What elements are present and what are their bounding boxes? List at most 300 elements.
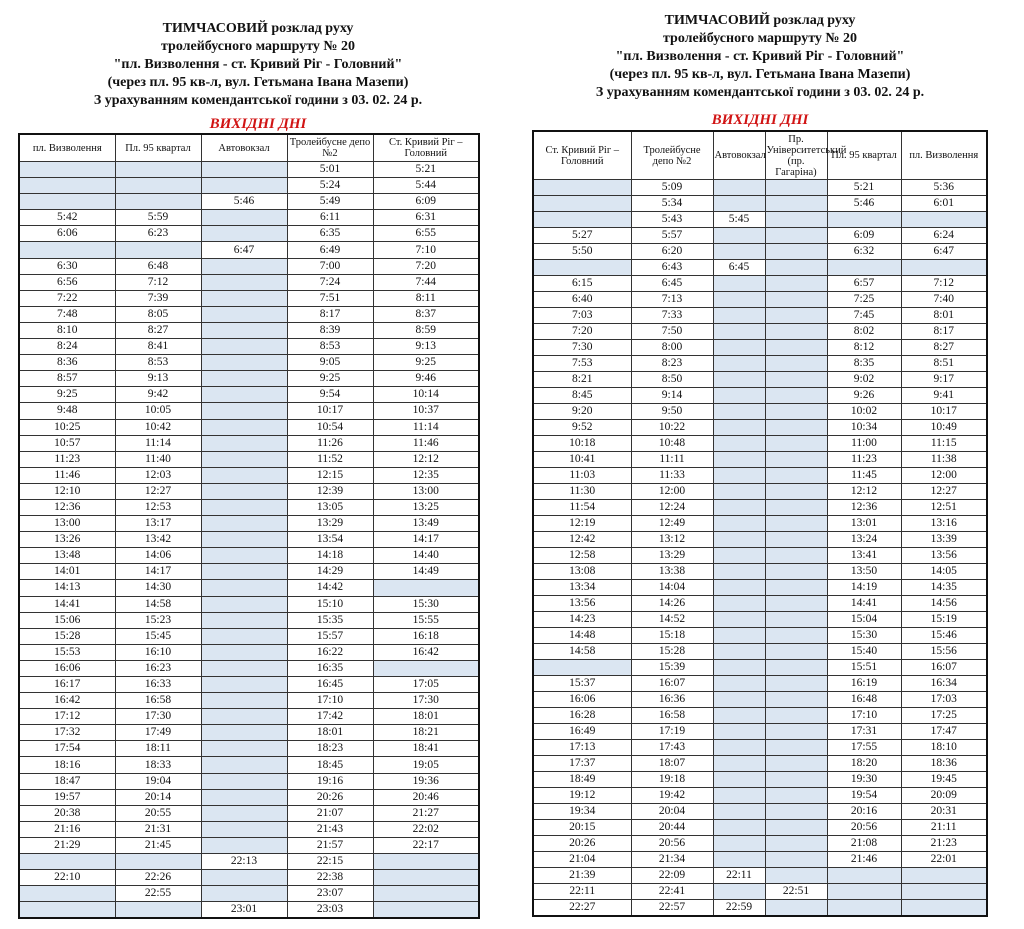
time-cell: 6:32 xyxy=(827,244,901,260)
table-row xyxy=(19,387,479,403)
time-cell: 10:57 xyxy=(19,435,115,451)
time-cell xyxy=(713,548,765,564)
time-cell xyxy=(765,708,827,724)
time-cell xyxy=(713,884,765,900)
time-cell: 9:25 xyxy=(373,355,479,371)
time-cell: 16:07 xyxy=(631,676,713,692)
time-cell xyxy=(201,451,287,467)
time-cell xyxy=(713,580,765,596)
time-cell: 9:52 xyxy=(533,420,631,436)
time-cell xyxy=(201,628,287,644)
time-cell xyxy=(713,244,765,260)
column-header: Пл. 95 квартал xyxy=(827,131,901,180)
time-cell: 17:31 xyxy=(827,724,901,740)
time-cell xyxy=(765,724,827,740)
time-cell xyxy=(713,532,765,548)
time-cell: 8:17 xyxy=(287,306,373,322)
table-row xyxy=(533,804,987,820)
time-cell xyxy=(201,226,287,242)
time-cell: 20:44 xyxy=(631,820,713,836)
time-cell xyxy=(201,709,287,725)
time-cell xyxy=(901,868,987,884)
time-cell: 10:22 xyxy=(631,420,713,436)
time-cell: 22:17 xyxy=(373,837,479,853)
time-cell: 10:49 xyxy=(901,420,987,436)
time-cell: 11:33 xyxy=(631,468,713,484)
table-row xyxy=(19,355,479,371)
time-cell: 10:37 xyxy=(373,403,479,419)
column-header: пл. Визволення xyxy=(901,131,987,180)
time-cell: 15:18 xyxy=(631,628,713,644)
time-cell: 16:42 xyxy=(373,644,479,660)
time-cell xyxy=(713,340,765,356)
time-cell xyxy=(201,886,287,902)
table-row xyxy=(533,756,987,772)
time-cell xyxy=(827,260,901,276)
header-line-3: "пл. Визволення - ст. Кривий Ріг - Головний" xyxy=(615,49,905,64)
time-cell xyxy=(533,180,631,196)
time-cell xyxy=(713,804,765,820)
time-cell xyxy=(201,677,287,693)
time-cell: 21:57 xyxy=(287,837,373,853)
time-cell: 14:13 xyxy=(19,580,115,596)
time-cell: 15:56 xyxy=(901,644,987,660)
time-cell xyxy=(713,772,765,788)
time-cell: 17:42 xyxy=(287,709,373,725)
time-cell: 12:12 xyxy=(373,451,479,467)
time-cell xyxy=(765,212,827,228)
time-cell: 15:30 xyxy=(373,596,479,612)
time-cell: 13:29 xyxy=(631,548,713,564)
time-cell: 18:01 xyxy=(373,709,479,725)
table-row xyxy=(19,178,479,194)
time-cell xyxy=(765,452,827,468)
table-row xyxy=(19,322,479,338)
time-cell xyxy=(201,339,287,355)
time-cell: 16:45 xyxy=(287,677,373,693)
time-cell: 20:26 xyxy=(287,789,373,805)
table-row xyxy=(533,884,987,900)
time-cell xyxy=(713,404,765,420)
table-row xyxy=(533,532,987,548)
time-cell xyxy=(19,886,115,902)
time-cell: 20:26 xyxy=(533,836,631,852)
time-cell xyxy=(765,308,827,324)
time-cell: 16:36 xyxy=(631,692,713,708)
table-row xyxy=(533,324,987,340)
time-cell: 12:10 xyxy=(19,483,115,499)
time-cell: 13:48 xyxy=(19,548,115,564)
time-cell: 18:07 xyxy=(631,756,713,772)
time-cell xyxy=(713,692,765,708)
timetable xyxy=(532,130,988,917)
time-cell xyxy=(713,356,765,372)
time-cell xyxy=(765,852,827,868)
time-cell: 10:17 xyxy=(901,404,987,420)
time-cell xyxy=(533,260,631,276)
time-cell xyxy=(373,870,479,886)
time-cell xyxy=(533,196,631,212)
time-cell: 5:42 xyxy=(19,210,115,226)
time-cell: 21:46 xyxy=(827,852,901,868)
time-cell: 14:26 xyxy=(631,596,713,612)
table-row xyxy=(533,852,987,868)
time-cell: 8:02 xyxy=(827,324,901,340)
time-cell: 6:43 xyxy=(631,260,713,276)
time-cell: 16:49 xyxy=(533,724,631,740)
time-cell xyxy=(713,724,765,740)
time-cell: 13:16 xyxy=(901,516,987,532)
table-row xyxy=(19,499,479,515)
time-cell xyxy=(19,194,115,210)
table-row xyxy=(19,306,479,322)
time-cell: 22:55 xyxy=(115,886,201,902)
time-cell xyxy=(201,274,287,290)
time-cell xyxy=(765,356,827,372)
time-cell xyxy=(201,693,287,709)
time-cell: 12:35 xyxy=(373,467,479,483)
time-cell: 14:23 xyxy=(533,612,631,628)
table-row xyxy=(19,516,479,532)
time-cell xyxy=(201,419,287,435)
time-cell: 5:21 xyxy=(827,180,901,196)
time-cell: 17:30 xyxy=(373,693,479,709)
time-cell xyxy=(201,435,287,451)
time-cell: 15:10 xyxy=(287,596,373,612)
time-cell xyxy=(827,900,901,917)
time-cell: 21:11 xyxy=(901,820,987,836)
time-cell: 22:57 xyxy=(631,900,713,917)
time-cell: 7:00 xyxy=(287,258,373,274)
table-row xyxy=(19,290,479,306)
time-cell: 11:03 xyxy=(533,468,631,484)
time-cell: 16:17 xyxy=(19,677,115,693)
time-cell: 21:39 xyxy=(533,868,631,884)
time-cell: 13:29 xyxy=(287,516,373,532)
time-cell: 8:27 xyxy=(115,322,201,338)
time-cell: 10:42 xyxy=(115,419,201,435)
time-cell: 14:04 xyxy=(631,580,713,596)
time-cell xyxy=(901,884,987,900)
time-cell: 15:39 xyxy=(631,660,713,676)
time-cell: 8:53 xyxy=(115,355,201,371)
time-cell: 7:24 xyxy=(287,274,373,290)
time-cell xyxy=(713,644,765,660)
time-cell xyxy=(201,725,287,741)
time-cell: 7:50 xyxy=(631,324,713,340)
table-row xyxy=(533,644,987,660)
time-cell: 16:18 xyxy=(373,628,479,644)
time-cell: 13:41 xyxy=(827,548,901,564)
table-row xyxy=(533,676,987,692)
time-cell: 14:30 xyxy=(115,580,201,596)
time-cell xyxy=(713,516,765,532)
time-cell xyxy=(765,788,827,804)
time-cell: 18:36 xyxy=(901,756,987,772)
time-cell: 21:45 xyxy=(115,837,201,853)
time-cell: 21:16 xyxy=(19,821,115,837)
time-cell: 8:12 xyxy=(827,340,901,356)
time-cell: 12:00 xyxy=(901,468,987,484)
time-cell xyxy=(713,836,765,852)
time-cell: 14:42 xyxy=(287,580,373,596)
days-label: ВИХІДНІ ДНІ xyxy=(711,112,809,128)
time-cell: 16:58 xyxy=(115,693,201,709)
time-cell: 18:11 xyxy=(115,741,201,757)
time-cell xyxy=(373,902,479,919)
time-cell xyxy=(201,258,287,274)
column-header: Пл. 95 квартал xyxy=(115,134,201,162)
table-row xyxy=(19,435,479,451)
time-cell: 8:39 xyxy=(287,322,373,338)
time-cell xyxy=(765,404,827,420)
time-cell: 14:48 xyxy=(533,628,631,644)
time-cell: 15:19 xyxy=(901,612,987,628)
table-row xyxy=(533,740,987,756)
time-cell: 14:52 xyxy=(631,612,713,628)
time-cell xyxy=(765,868,827,884)
table-row xyxy=(19,644,479,660)
time-cell: 12:51 xyxy=(901,500,987,516)
time-cell: 7:10 xyxy=(373,242,479,258)
table-row xyxy=(19,596,479,612)
time-cell: 21:31 xyxy=(115,821,201,837)
time-cell: 11:40 xyxy=(115,451,201,467)
table-row xyxy=(533,212,987,228)
time-cell: 6:57 xyxy=(827,276,901,292)
table-row xyxy=(533,292,987,308)
time-cell: 8:57 xyxy=(19,371,115,387)
time-cell: 16:19 xyxy=(827,676,901,692)
column-header: Пр. Університетський (пр. Гагаріна) xyxy=(765,131,827,180)
time-cell: 11:45 xyxy=(827,468,901,484)
time-cell: 11:46 xyxy=(19,467,115,483)
time-cell: 8:45 xyxy=(533,388,631,404)
time-cell: 11:26 xyxy=(287,435,373,451)
table-row xyxy=(533,356,987,372)
time-cell: 5:21 xyxy=(373,162,479,178)
time-cell: 22:11 xyxy=(713,868,765,884)
time-cell: 12:27 xyxy=(901,484,987,500)
time-cell: 15:37 xyxy=(533,676,631,692)
time-cell: 12:36 xyxy=(19,499,115,515)
time-cell: 10:41 xyxy=(533,452,631,468)
time-cell xyxy=(713,660,765,676)
time-cell: 8:51 xyxy=(901,356,987,372)
time-cell xyxy=(765,420,827,436)
table-row xyxy=(533,564,987,580)
time-cell: 9:25 xyxy=(19,387,115,403)
time-cell: 11:23 xyxy=(19,451,115,467)
time-cell xyxy=(201,403,287,419)
time-cell: 5:01 xyxy=(287,162,373,178)
time-cell xyxy=(713,596,765,612)
table-row xyxy=(533,596,987,612)
table-row xyxy=(533,868,987,884)
time-cell: 13:38 xyxy=(631,564,713,580)
time-cell: 11:52 xyxy=(287,451,373,467)
time-cell xyxy=(765,228,827,244)
time-cell: 8:17 xyxy=(901,324,987,340)
time-cell: 6:01 xyxy=(901,196,987,212)
time-cell: 19:36 xyxy=(373,773,479,789)
time-cell: 9:42 xyxy=(115,387,201,403)
time-cell: 17:10 xyxy=(287,693,373,709)
time-cell xyxy=(713,228,765,244)
time-cell: 5:36 xyxy=(901,180,987,196)
time-cell xyxy=(201,821,287,837)
time-cell: 7:44 xyxy=(373,274,479,290)
time-cell: 18:49 xyxy=(533,772,631,788)
table-row xyxy=(19,789,479,805)
time-cell: 5:43 xyxy=(631,212,713,228)
time-cell: 12:19 xyxy=(533,516,631,532)
time-cell: 7:20 xyxy=(373,258,479,274)
time-cell: 6:30 xyxy=(19,258,115,274)
time-cell: 19:16 xyxy=(287,773,373,789)
time-cell: 13:12 xyxy=(631,532,713,548)
time-cell: 12:49 xyxy=(631,516,713,532)
time-cell: 13:42 xyxy=(115,532,201,548)
time-cell: 7:12 xyxy=(901,276,987,292)
header-line-2: тролейбусного маршруту № 20 xyxy=(662,31,858,46)
time-cell: 20:09 xyxy=(901,788,987,804)
table-row xyxy=(19,258,479,274)
time-cell xyxy=(765,372,827,388)
time-cell: 18:33 xyxy=(115,757,201,773)
time-cell xyxy=(901,900,987,917)
time-cell: 7:51 xyxy=(287,290,373,306)
time-cell xyxy=(201,516,287,532)
time-cell: 7:30 xyxy=(533,340,631,356)
time-cell: 11:23 xyxy=(827,452,901,468)
table-row xyxy=(533,196,987,212)
time-cell xyxy=(713,500,765,516)
time-cell: 23:01 xyxy=(201,902,287,919)
time-cell: 20:55 xyxy=(115,805,201,821)
time-cell xyxy=(765,692,827,708)
table-row xyxy=(19,403,479,419)
table-row xyxy=(19,628,479,644)
time-cell xyxy=(373,580,479,596)
time-cell: 9:25 xyxy=(287,371,373,387)
table-row xyxy=(19,757,479,773)
table-row xyxy=(19,805,479,821)
time-cell: 8:59 xyxy=(373,322,479,338)
time-cell xyxy=(765,836,827,852)
column-header: Ст. Кривий Ріг – Головний xyxy=(533,131,631,180)
time-cell xyxy=(19,902,115,919)
time-cell: 19:42 xyxy=(631,788,713,804)
time-cell: 14:17 xyxy=(373,532,479,548)
time-cell xyxy=(533,212,631,228)
time-cell xyxy=(19,242,115,258)
time-cell: 6:23 xyxy=(115,226,201,242)
time-cell: 6:56 xyxy=(19,274,115,290)
time-cell xyxy=(373,886,479,902)
table-row xyxy=(19,725,479,741)
time-cell: 12:53 xyxy=(115,499,201,515)
table-row xyxy=(533,484,987,500)
table-header-row xyxy=(533,131,987,180)
days-label: ВИХІДНІ ДНІ xyxy=(209,116,307,132)
time-cell: 23:03 xyxy=(287,902,373,919)
time-cell: 7:40 xyxy=(901,292,987,308)
time-cell: 7:20 xyxy=(533,324,631,340)
time-cell: 5:46 xyxy=(827,196,901,212)
time-cell xyxy=(201,644,287,660)
time-cell: 7:48 xyxy=(19,306,115,322)
time-cell: 13:08 xyxy=(533,564,631,580)
time-cell: 19:12 xyxy=(533,788,631,804)
header-line-2: тролейбусного маршруту № 20 xyxy=(160,39,356,54)
time-cell: 6:55 xyxy=(373,226,479,242)
time-cell xyxy=(765,772,827,788)
time-cell xyxy=(19,178,115,194)
time-cell: 13:34 xyxy=(533,580,631,596)
time-cell: 8:27 xyxy=(901,340,987,356)
time-cell: 15:46 xyxy=(901,628,987,644)
time-cell: 17:25 xyxy=(901,708,987,724)
time-cell: 14:58 xyxy=(533,644,631,660)
time-cell: 12:12 xyxy=(827,484,901,500)
time-cell: 5:44 xyxy=(373,178,479,194)
time-cell: 21:07 xyxy=(287,805,373,821)
time-cell: 8:36 xyxy=(19,355,115,371)
time-cell xyxy=(713,612,765,628)
time-cell: 8:05 xyxy=(115,306,201,322)
time-cell xyxy=(765,484,827,500)
column-header: Автовокзал xyxy=(713,131,765,180)
time-cell: 6:35 xyxy=(287,226,373,242)
time-cell: 18:41 xyxy=(373,741,479,757)
time-cell xyxy=(201,564,287,580)
time-cell xyxy=(901,212,987,228)
table-row xyxy=(19,483,479,499)
time-cell: 8:53 xyxy=(287,339,373,355)
time-cell: 13:25 xyxy=(373,499,479,515)
table-row xyxy=(19,886,479,902)
time-cell xyxy=(201,355,287,371)
time-cell: 11:54 xyxy=(533,500,631,516)
time-cell xyxy=(373,660,479,676)
header-line-5: З урахуванням комендантської години з 03. 02. 24 р. xyxy=(93,93,423,108)
time-cell xyxy=(713,452,765,468)
time-cell xyxy=(713,420,765,436)
time-cell xyxy=(713,468,765,484)
time-cell: 20:56 xyxy=(827,820,901,836)
time-cell: 22:01 xyxy=(901,852,987,868)
time-cell: 16:06 xyxy=(19,660,115,676)
time-cell: 11:00 xyxy=(827,436,901,452)
time-cell: 17:55 xyxy=(827,740,901,756)
time-cell: 13:49 xyxy=(373,516,479,532)
time-cell: 13:54 xyxy=(287,532,373,548)
time-cell: 21:29 xyxy=(19,837,115,853)
table-row xyxy=(19,162,479,178)
header-line-3: "пл. Визволення - ст. Кривий Ріг - Головний" xyxy=(113,57,403,72)
time-cell: 22:51 xyxy=(765,884,827,900)
time-cell: 15:23 xyxy=(115,612,201,628)
time-cell: 17:49 xyxy=(115,725,201,741)
time-cell: 5:45 xyxy=(713,212,765,228)
time-cell xyxy=(115,242,201,258)
time-cell: 13:56 xyxy=(533,596,631,612)
time-cell xyxy=(765,180,827,196)
time-cell: 20:15 xyxy=(533,820,631,836)
table-header-row xyxy=(19,134,479,162)
table-row xyxy=(19,693,479,709)
